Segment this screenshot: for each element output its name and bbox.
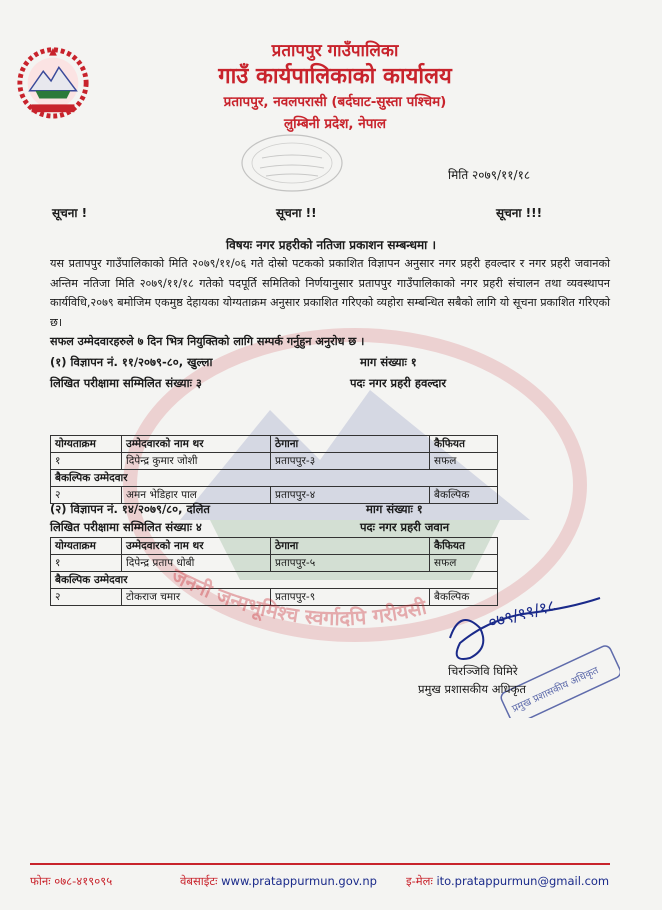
header-address: प्रतापपुर, नवलपरासी (बर्दघाट-सुस्ता पश्चिम) (223, 94, 447, 110)
cell-rank: २ (51, 589, 122, 606)
footer-email-link[interactable]: ito.pratappurmun@gmail.com (436, 874, 610, 888)
footer-phone-value: ०७८-४१९०९५ (54, 874, 113, 888)
official-stamp-text: प्रमुख प्रशासकीय अधिकृत (510, 665, 601, 715)
table-row (51, 487, 498, 504)
cell-name: दिपेन्द्र कुमार जोशी (122, 453, 271, 470)
table-header-row (51, 538, 498, 555)
footer-web-label: वेबसाईटः (180, 874, 218, 888)
notice-label-2: सूचना !! (276, 206, 317, 220)
motto-text: जननी जन्मभूमिश्च स्वर्गादपि गरीयसी (167, 563, 429, 631)
col-address: ठेगाना (271, 538, 430, 555)
cell-address: प्रतापपुर-९ (271, 589, 430, 606)
ad1-number: (१) विज्ञापन नं. ११/२०७९-८०, खुल्ला (50, 355, 213, 369)
cell-rank: १ (51, 555, 122, 572)
ad1-count: लिखित परीक्षामा सम्मिलित संख्याः ३ (50, 376, 202, 390)
footer-web-link[interactable]: www.pratappurmun.gov.np (221, 874, 377, 888)
notice-label-1: सूचना ! (52, 206, 88, 220)
cell-address: प्रतापपुर-५ (271, 555, 430, 572)
alt-label-row (51, 470, 498, 487)
cell-remarks: सफल (430, 555, 498, 572)
cell-address: प्रतापपुर-४ (271, 487, 430, 504)
ad2-number: (२) विज्ञापन नं. १४/२०७९/८०, दलित (50, 502, 210, 516)
header-office: गाउँ कार्यपालिकाको कार्यालय (218, 64, 452, 89)
signature-scrawl: ०७९/११/१८ (486, 595, 558, 632)
nepal-emblem-icon (14, 42, 92, 120)
footer-website[interactable] (180, 874, 377, 889)
subject-line: विषयः नगर प्रहरीको नतिजा प्रकाशन सम्बन्धमा । (225, 238, 437, 252)
ad1-post: पदः नगर प्रहरी हवल्दार (350, 376, 447, 390)
col-name: उम्मेदवारको नाम थर (122, 436, 271, 453)
cell-name: टोकराज चमार (122, 589, 271, 606)
issue-date: मिति २०७९/११/१८ (448, 168, 531, 182)
alt-label: बैकल्पिक उम्मेदवार (51, 470, 498, 487)
table-header-row (51, 436, 498, 453)
signature-icon (420, 588, 620, 718)
cell-name: दिपेन्द्र प्रताप धोबी (122, 555, 271, 572)
col-address: ठेगाना (271, 436, 430, 453)
ad2-post: पदः नगर प्रहरी जवान (360, 520, 450, 534)
body-request: सफल उम्मेदवारहरुले ७ दिन भित्र नियुक्तिको लागि सम्पर्क गर्नुहुन अनुरोध छ । (50, 335, 365, 348)
footer-phone-label: फोनः (30, 874, 51, 888)
signatory-name: चिरञ्जिवि घिमिरे (448, 664, 518, 678)
table-row (51, 453, 498, 470)
col-remarks: कैफियत (430, 538, 498, 555)
cell-remarks: बैकल्पिक (430, 487, 498, 504)
footer-email-label: इ-मेलः (406, 874, 433, 888)
header-municipality: प्रतापपुर गाउँपालिका (271, 41, 399, 61)
notice-label-3: सूचना !!! (496, 206, 543, 220)
col-remarks: कैफियत (430, 436, 498, 453)
footer-email[interactable] (406, 874, 609, 889)
cell-name: अमन भेडिहार पाल (122, 487, 271, 504)
header-province: लुम्बिनी प्रदेश, नेपाल (283, 116, 387, 132)
cell-address: प्रतापपुर-३ (271, 453, 430, 470)
alt-label: बैकल्पिक उम्मेदवार (51, 572, 498, 589)
ad2-count: लिखित परीक्षामा सम्मिलित संख्याः ४ (50, 520, 202, 534)
cell-rank: २ (51, 487, 122, 504)
ad2-demand: माग संख्याः १ (366, 502, 423, 516)
cell-remarks: बैकल्पिक (430, 589, 498, 606)
cell-remarks: सफल (430, 453, 498, 470)
signatory-designation: प्रमुख प्रशासकीय अधिकृत (418, 682, 526, 696)
col-name: उम्मेदवारको नाम थर (122, 538, 271, 555)
footer-divider (30, 863, 610, 865)
cell-rank: १ (51, 453, 122, 470)
footer-phone (30, 874, 112, 889)
ad1-demand: माग संख्याः १ (360, 355, 417, 369)
svg-text:जननी जन्मभूमिश्च स्वर्गादपि गर (167, 563, 430, 630)
col-rank: योग्यताक्रम (51, 538, 122, 555)
body-paragraph: यस प्रतापपुर गाउँपालिकाको मिति २०७९/११/०६ गते दोस्रो पटकको प्रकाशित विज्ञापन अनुसार नगर प्रहरी हवल्दार र नगर प्रहरी जवानको अन्तिम नतिजा मिति २०७९/११/१८ गतेको पदपूर्ति समितिको निर्णयानुसार प्रतापपुर गाउँपालिकाको नगर प्रहरी संचालन तथा व्यवस्थापन कार्यविधि,२०७९ बमोजिम एकमुष्ठ देहायका योग्यताक्रम अनुसार प्रकाशित गरिएको व्यहोरा सम्बन्धित सबैको लागि यो सूचना प्रकाशित गरिएको छ। (50, 257, 610, 329)
office-stamp-icon (232, 128, 352, 198)
result-table-1 (50, 435, 498, 504)
col-rank: योग्यताक्रम (51, 436, 122, 453)
